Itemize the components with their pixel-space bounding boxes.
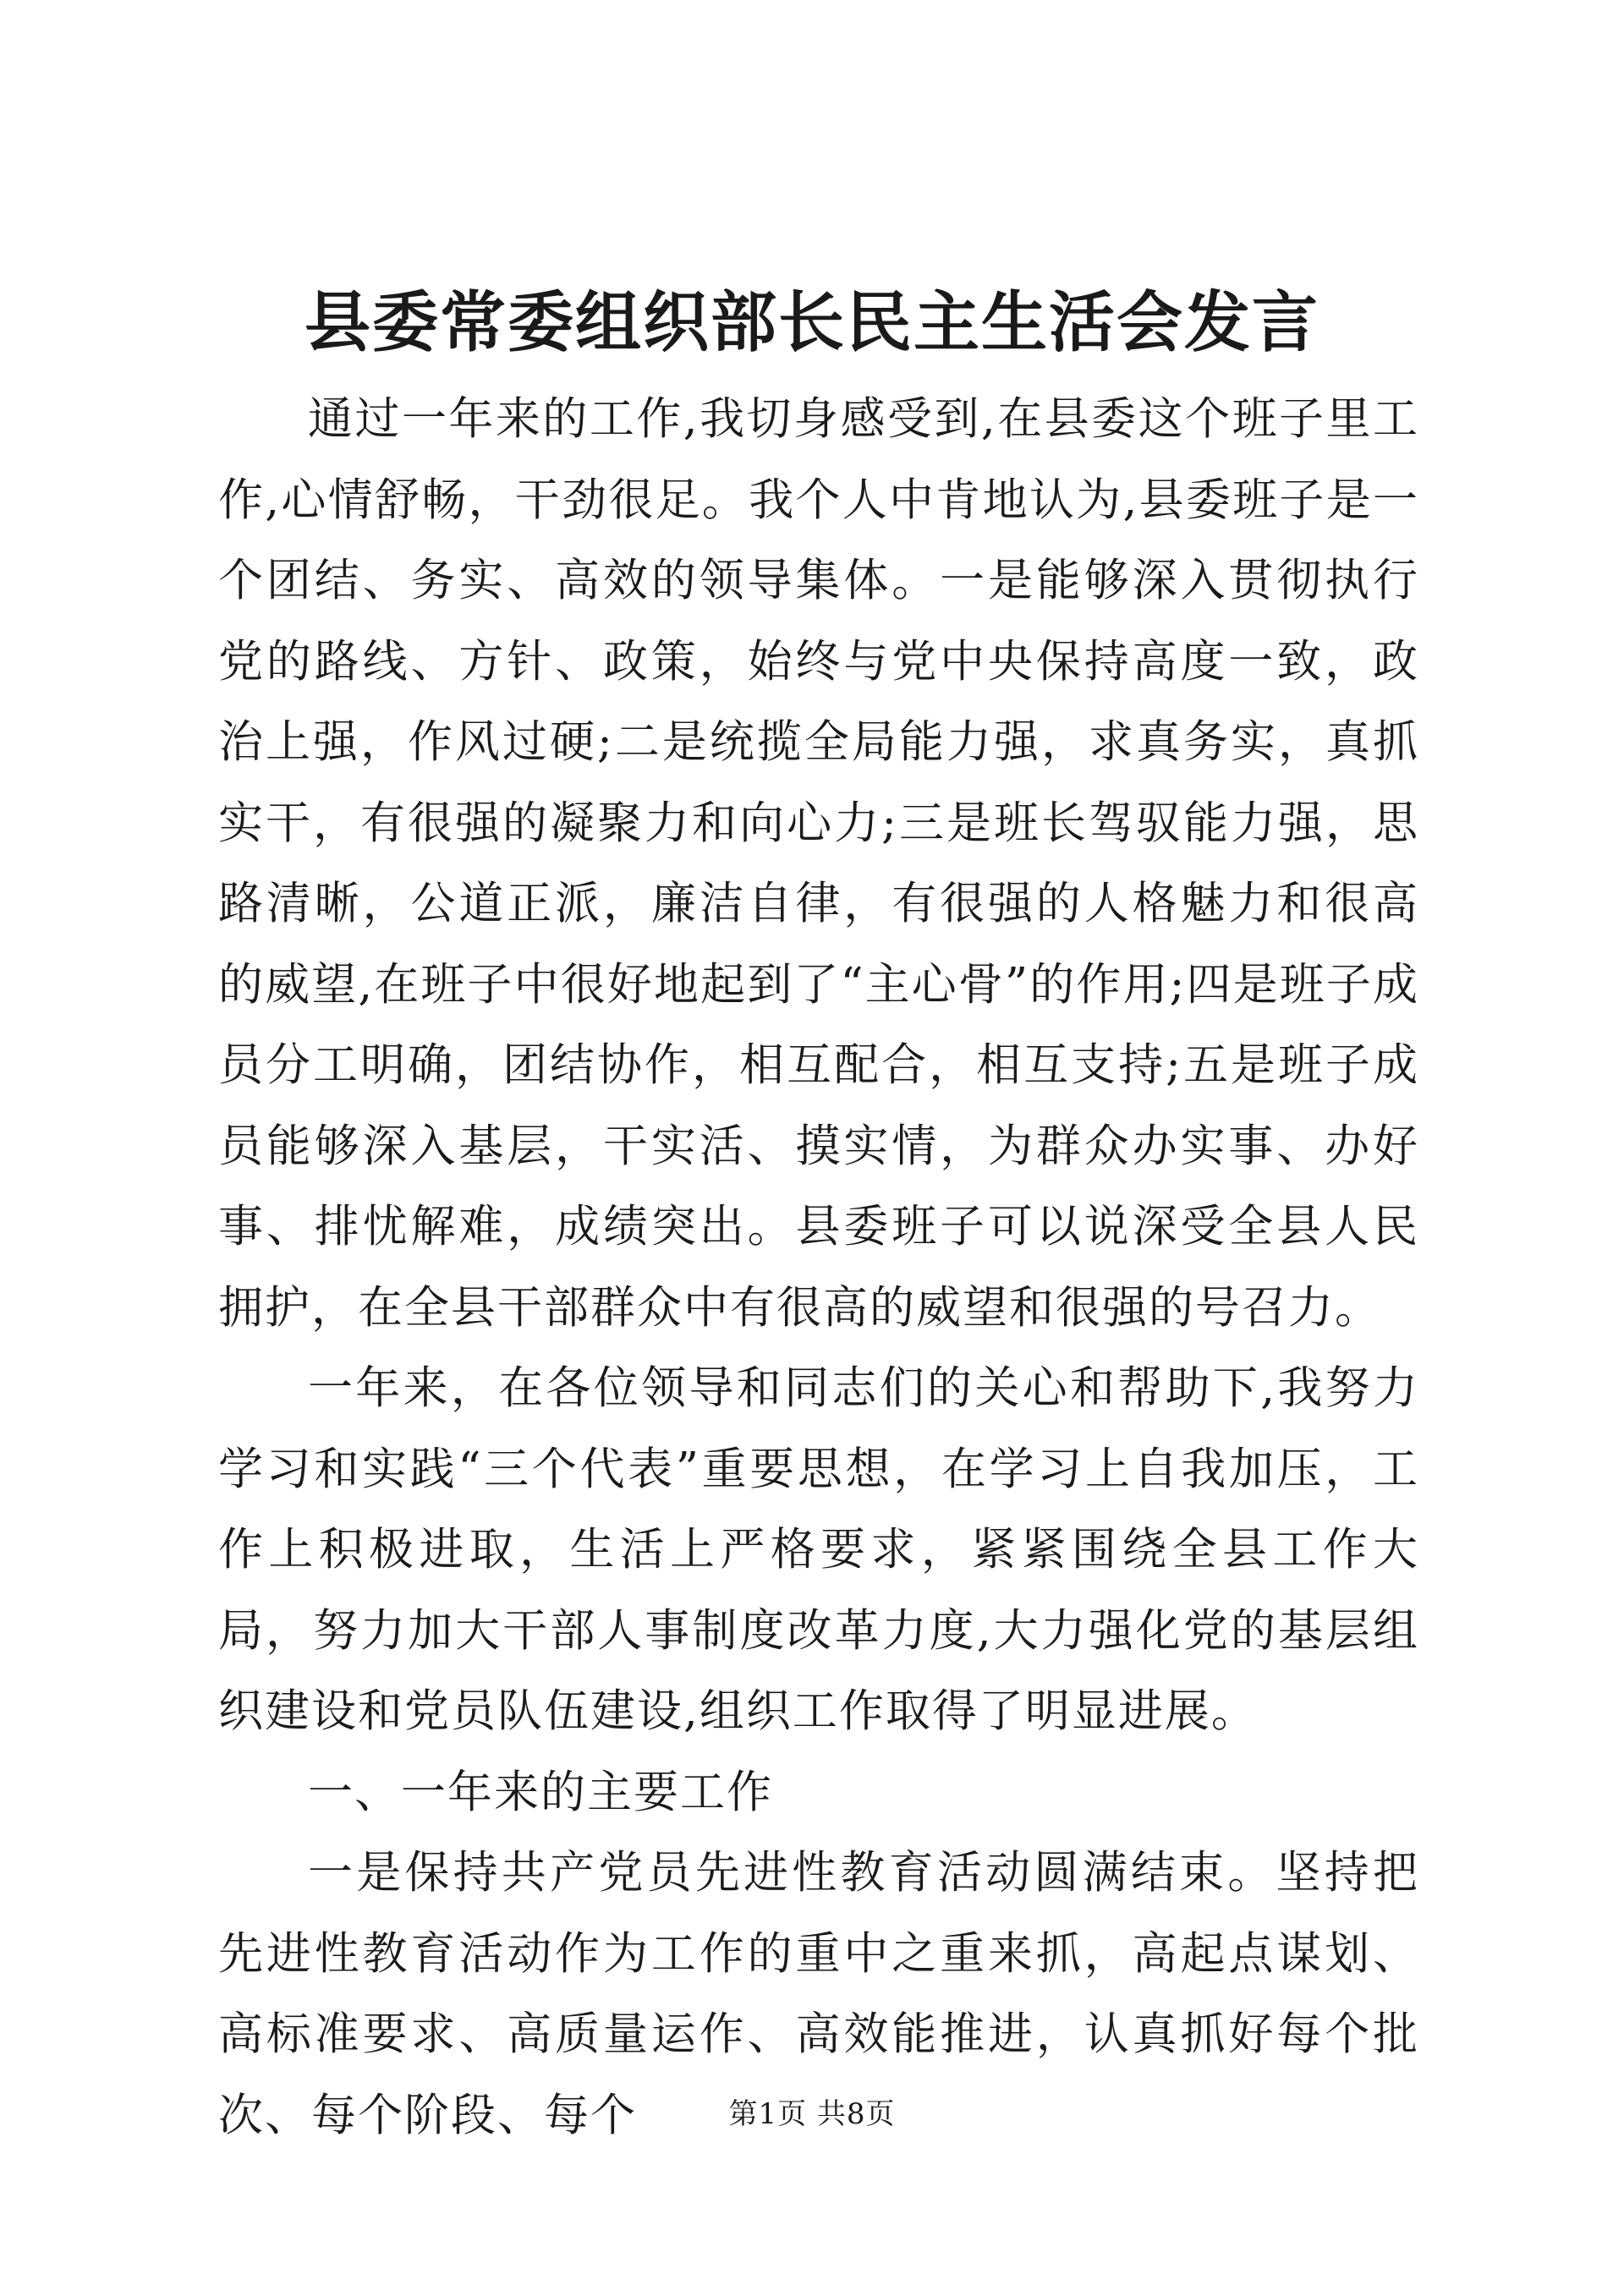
paragraph-intro: 通过一年来的工作,我切身感受到,在县委这个班子里工作,心情舒畅，干劲很足。我个人中肯地认为,县委班子是一个团结、务实、高效的领导集体。一是能够深入贯彻执行党的路线、方针、政策，始终与党中央保持高度一致，政治上强，作风过硬;二是统揽全局能力强，求真务实，真抓实干，有很强的凝聚力和向心力;三是班长驾驭能力强，思路清晰，公道正派，廉洁自律，有很强的人格魅力和很高的威望,在班子中很好地起到了“主心骨”的作用;四是班子成员分工明确，团结协作，相互配合，相互支持;五是班子成员能够深入基层，干实活、摸实情，为群众办实事、办好事、排忧解难，成绩突出。县委班子可以说深受全县人民拥护，在全县干部群众中有很高的威望和很强的号召力。 xyxy=(218,393,1419,1334)
document-body xyxy=(218,379,1419,2156)
section-heading: 一、一年来的主要工作 xyxy=(308,1766,773,1818)
page-number: 第1页 共8页 xyxy=(728,2097,896,2131)
paragraph-summary: 一年来，在各位领导和同志们的关心和帮助下,我努力学习和实践“三个代表”重要思想，在学习上自我加压，工作上积极进取，生活上严格要求，紧紧围绕全县工作大局，努力加大干部人事制度改革力度,大力强化党的基层组织建设和党员队伍建设,组织工作取得了明显进展。 xyxy=(218,1362,1419,1737)
document-title: 县委常委组织部长民主生活会发言 xyxy=(304,284,1320,361)
paragraph-section-1: 一是保持共产党员先进性教育活动圆满结束。坚持把先进性教育活动作为工作的重中之重来抓，高起点谋划、高标准要求、高质量运作、高效能推进，认真抓好每个批次、每个阶段、每个 xyxy=(218,1847,1419,2141)
